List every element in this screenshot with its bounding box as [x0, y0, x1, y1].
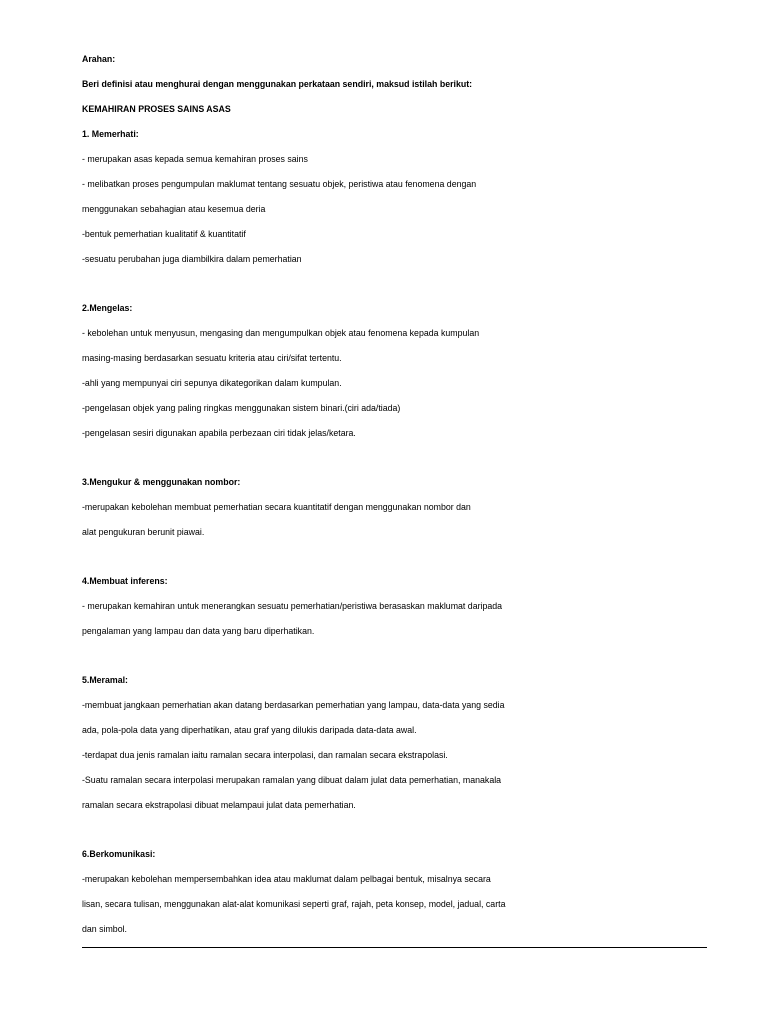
section-spacer: [82, 545, 712, 569]
section-line: - melibatkan proses pengumpulan maklumat tentang sesuatu objek, peristiwa atau fenomena dengan: [82, 179, 477, 189]
section-heading: 1. Memerhati:: [82, 129, 139, 139]
section-line: dan simbol.: [82, 924, 127, 934]
section-line: -merupakan kebolehan mempersembahkan idea atau maklumat dalam pelbagai bentuk, misalnya secara: [82, 874, 491, 884]
bottom-rule: [82, 947, 707, 948]
section-line: -merupakan kebolehan membuat pemerhatian secara kuantitatif dengan menggunakan nombor dan: [82, 502, 471, 512]
section-line: ramalan secara ekstrapolasi dibuat melampaui julat data pemerhatian.: [82, 800, 356, 810]
document-title: KEMAHIRAN PROSES SAINS ASAS: [82, 104, 231, 114]
section-heading: 4.Membuat inferens:: [82, 576, 168, 586]
section-line: -Suatu ramalan secara interpolasi merupakan ramalan yang dibuat dalam julat data pemerhatian, manakala: [82, 775, 502, 785]
section-line: lisan, secara tulisan, menggunakan alat-alat komunikasi seperti graf, rajah, peta konsep, model, jadual, carta: [82, 899, 506, 909]
section-line: alat pengukuran berunit piawai.: [82, 527, 205, 537]
section-heading: 2.Mengelas:: [82, 303, 133, 313]
section-line: -terdapat dua jenis ramalan iaitu ramalan secara interpolasi, dan ramalan secara ekstrapolasi.: [82, 750, 448, 760]
document-body: [82, 47, 712, 942]
section-heading: 5.Meramal:: [82, 675, 128, 685]
section-heading: 6.Berkomunikasi:: [82, 849, 156, 859]
section-line: -pengelasan objek yang paling ringkas menggunakan sistem binari.(ciri ada/tiada): [82, 403, 401, 413]
instruction-text: Beri definisi atau menghurai dengan menggunakan perkataan sendiri, maksud istilah berikut:: [82, 79, 473, 89]
section-line: -pengelasan sesiri digunakan apabila perbezaan ciri tidak jelas/ketara.: [82, 428, 356, 438]
section-line: - merupakan asas kepada semua kemahiran proses sains: [82, 154, 308, 164]
section-line: masing-masing berdasarkan sesuatu kriteria atau ciri/sifat tertentu.: [82, 353, 342, 363]
section-spacer: [82, 818, 712, 842]
section-heading: 3.Mengukur & menggunakan nombor:: [82, 477, 241, 487]
section-line: -ahli yang mempunyai ciri sepunya dikategorikan dalam kumpulan.: [82, 378, 342, 388]
section-line: menggunakan sebahagian atau kesemua deria: [82, 204, 266, 214]
section-line: pengalaman yang lampau dan data yang baru diperhatikan.: [82, 626, 315, 636]
section-line: -bentuk pemerhatian kualitatif & kuantitatif: [82, 229, 246, 239]
section-spacer: [82, 644, 712, 668]
section-line: -sesuatu perubahan juga diambilkira dalam pemerhatian: [82, 254, 302, 264]
section-line: -membuat jangkaan pemerhatian akan datang berdasarkan pemerhatian yang lampau, data-data yang sedia: [82, 700, 505, 710]
section-spacer: [82, 272, 712, 296]
section-line: ada, pola-pola data yang diperhatikan, atau graf yang dilukis daripada data-data awal.: [82, 725, 417, 735]
section-line: - kebolehan untuk menyusun, mengasing dan mengumpulkan objek atau fenomena kepada kumpulan: [82, 328, 480, 338]
arahan-label: Arahan:: [82, 54, 116, 64]
section-line: - merupakan kemahiran untuk menerangkan sesuatu pemerhatian/peristiwa berasaskan maklumat daripada: [82, 601, 503, 611]
section-spacer: [82, 446, 712, 470]
